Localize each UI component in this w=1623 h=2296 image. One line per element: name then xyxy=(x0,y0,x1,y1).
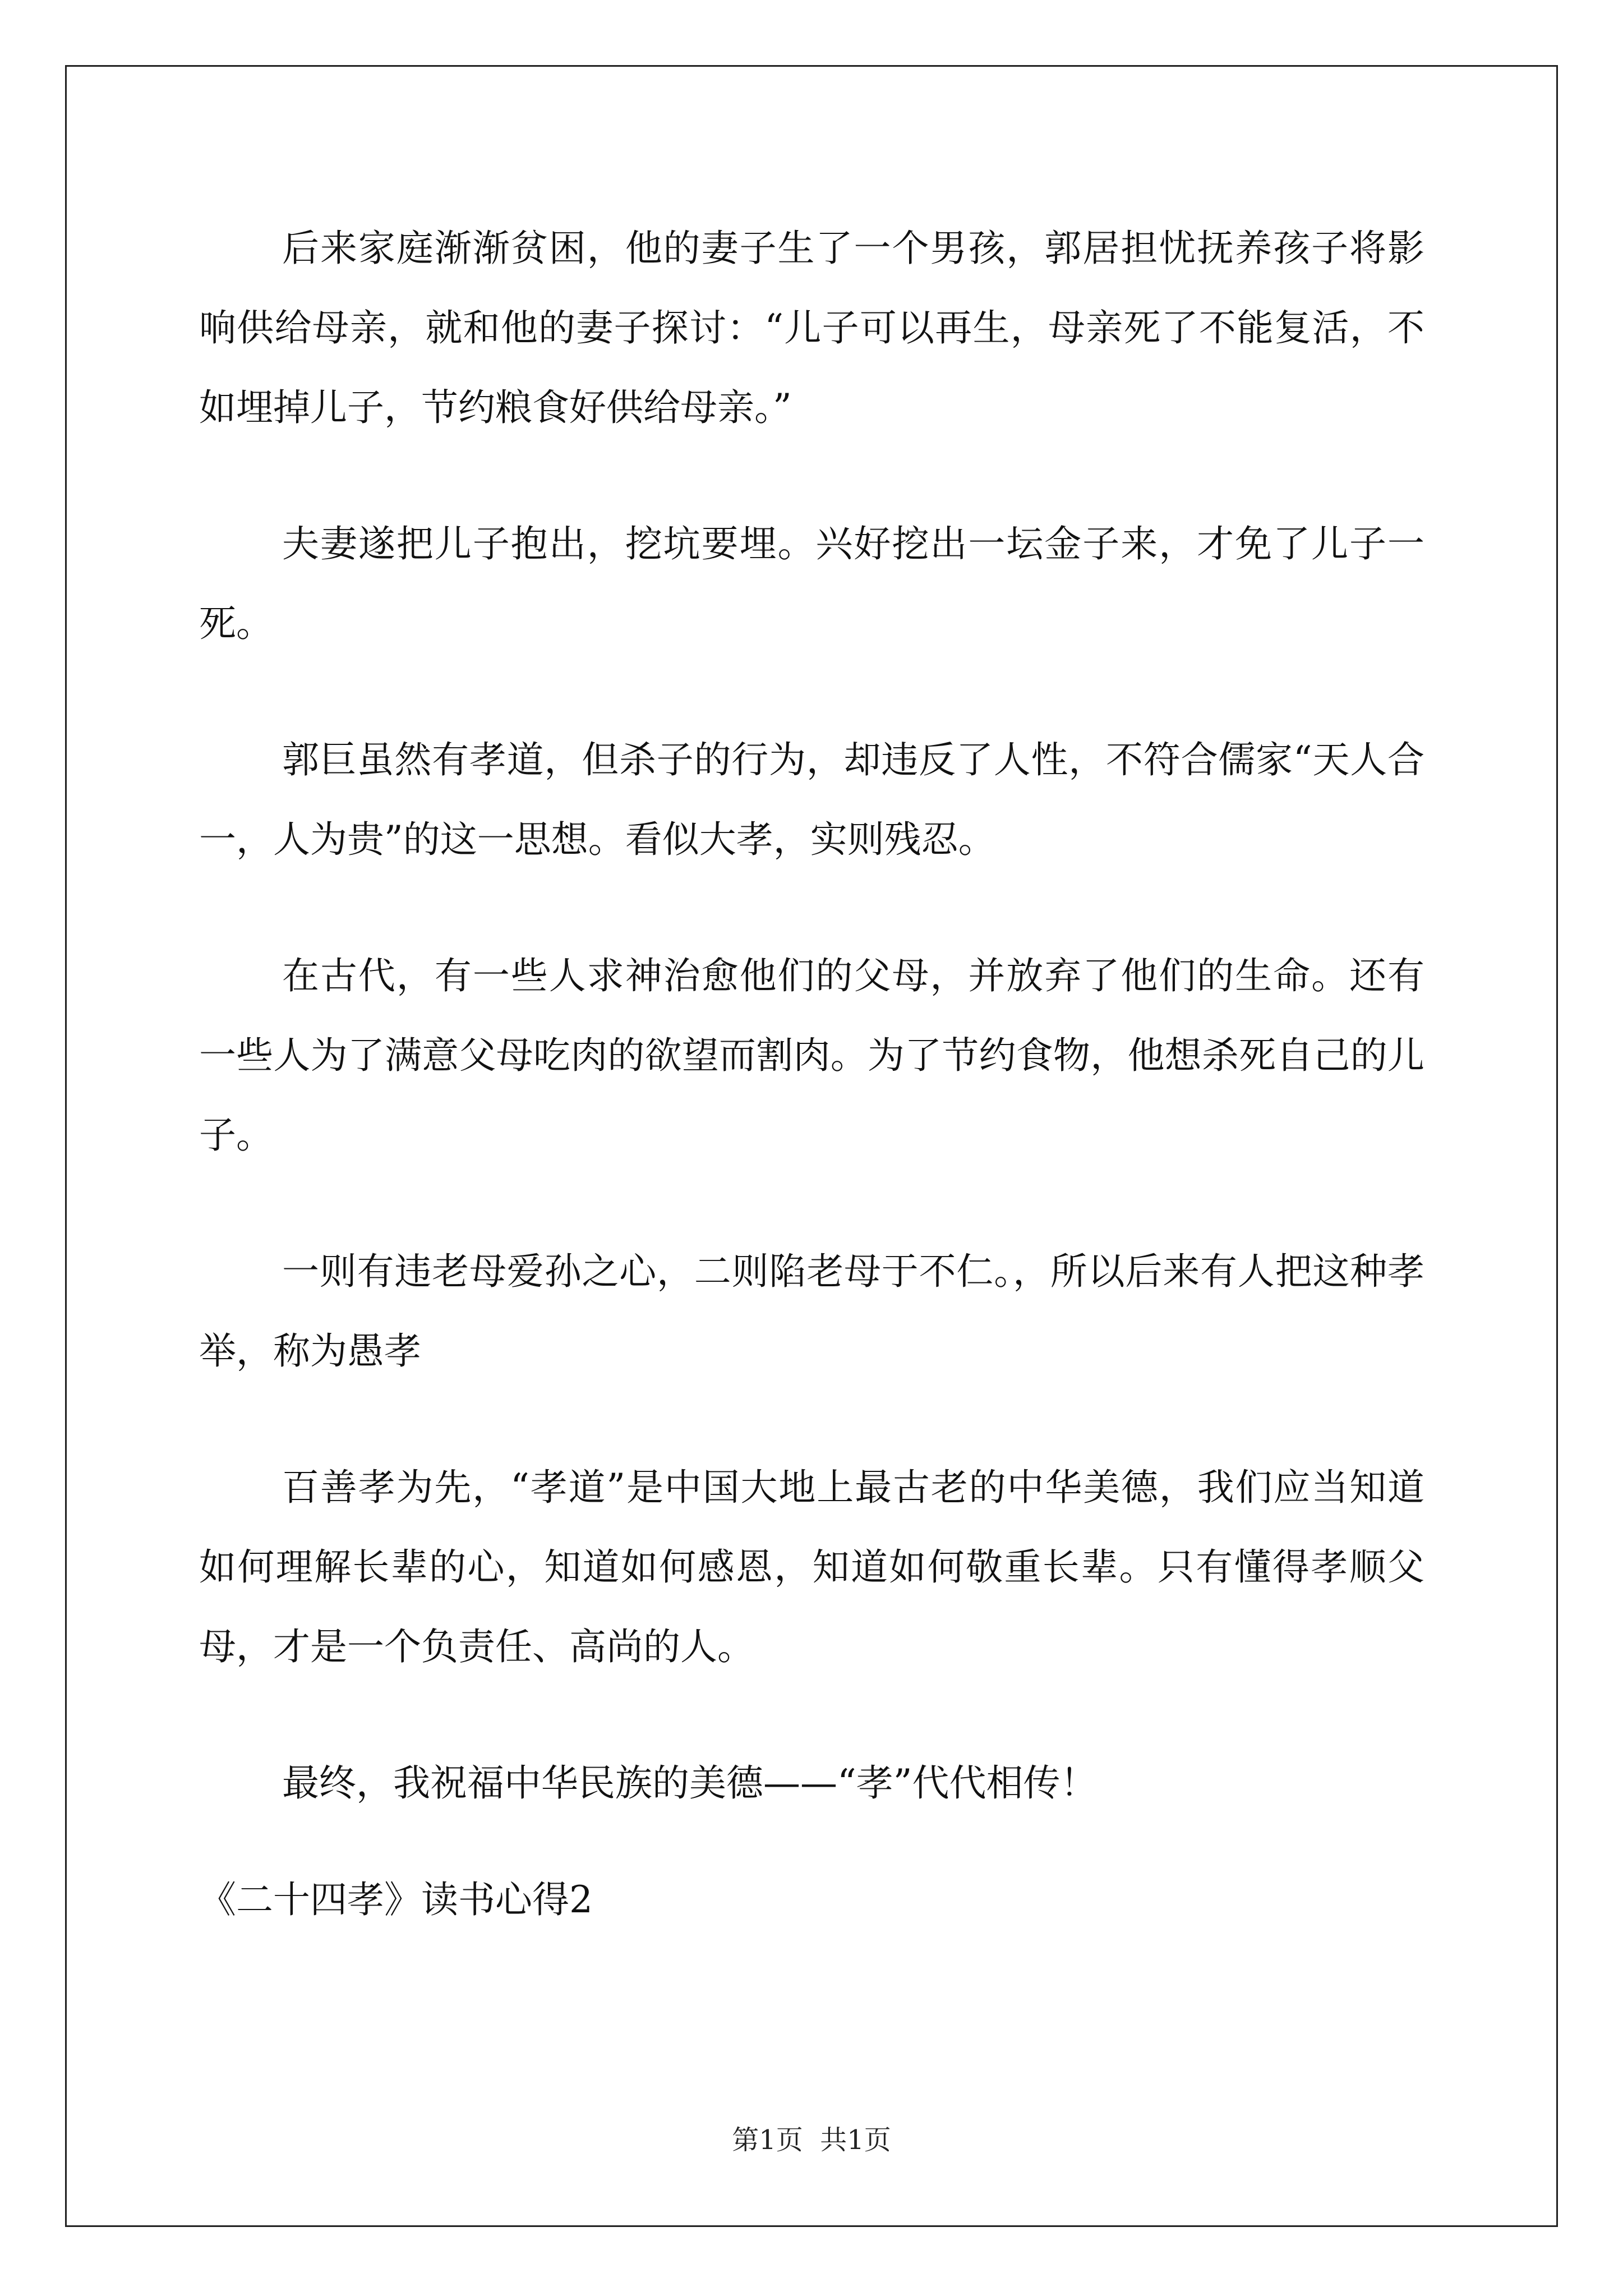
paragraph-6: 百善孝为先，“孝道”是中国大地上最古老的中华美德，我们应当知道如何理解长辈的心，知道如何感恩，知道如何敬重长辈。只有懂得孝顺父母，才是一个负责任、高尚的人。 xyxy=(199,1466,1424,1668)
paragraph-7: 最终，我祝福中华民族的美德——“孝”代代相传！ xyxy=(282,1761,1098,1805)
page-footer xyxy=(0,2123,1623,2157)
paragraph-3: 郭巨虽然有孝道，但杀子的行为，却违反了人性，不符合儒家“天人合一，人为贵”的这一思想。看似大孝，实则残忍。 xyxy=(199,738,1424,861)
document-body xyxy=(199,209,1424,1940)
paragraph-5: 一则有违老母爱孙之心，二则陷老母于不仁。，所以后来有人把这种孝举，称为愚孝 xyxy=(199,1250,1424,1373)
section-subtitle: 《二十四孝》读书心得2 xyxy=(199,1878,593,1921)
paragraph-1: 后来家庭渐渐贫困，他的妻子生了一个男孩，郭居担忧抚养孩子将影响供给母亲，就和他的妻子探讨：“儿子可以再生，母亲死了不能复活，不如埋掉儿子，节约粮食好供给母亲。” xyxy=(199,227,1424,429)
paragraph-2: 夫妻遂把儿子抱出，挖坑要埋。兴好挖出一坛金子来，才免了儿子一死。 xyxy=(199,522,1424,645)
paragraph-4: 在古代，有一些人求神治愈他们的父母，并放弃了他们的生命。还有一些人为了满意父母吃肉的欲望而割肉。为了节约食物，他想杀死自己的儿子。 xyxy=(199,954,1424,1157)
page-number-label: 第1页 共1页 xyxy=(732,2124,891,2156)
